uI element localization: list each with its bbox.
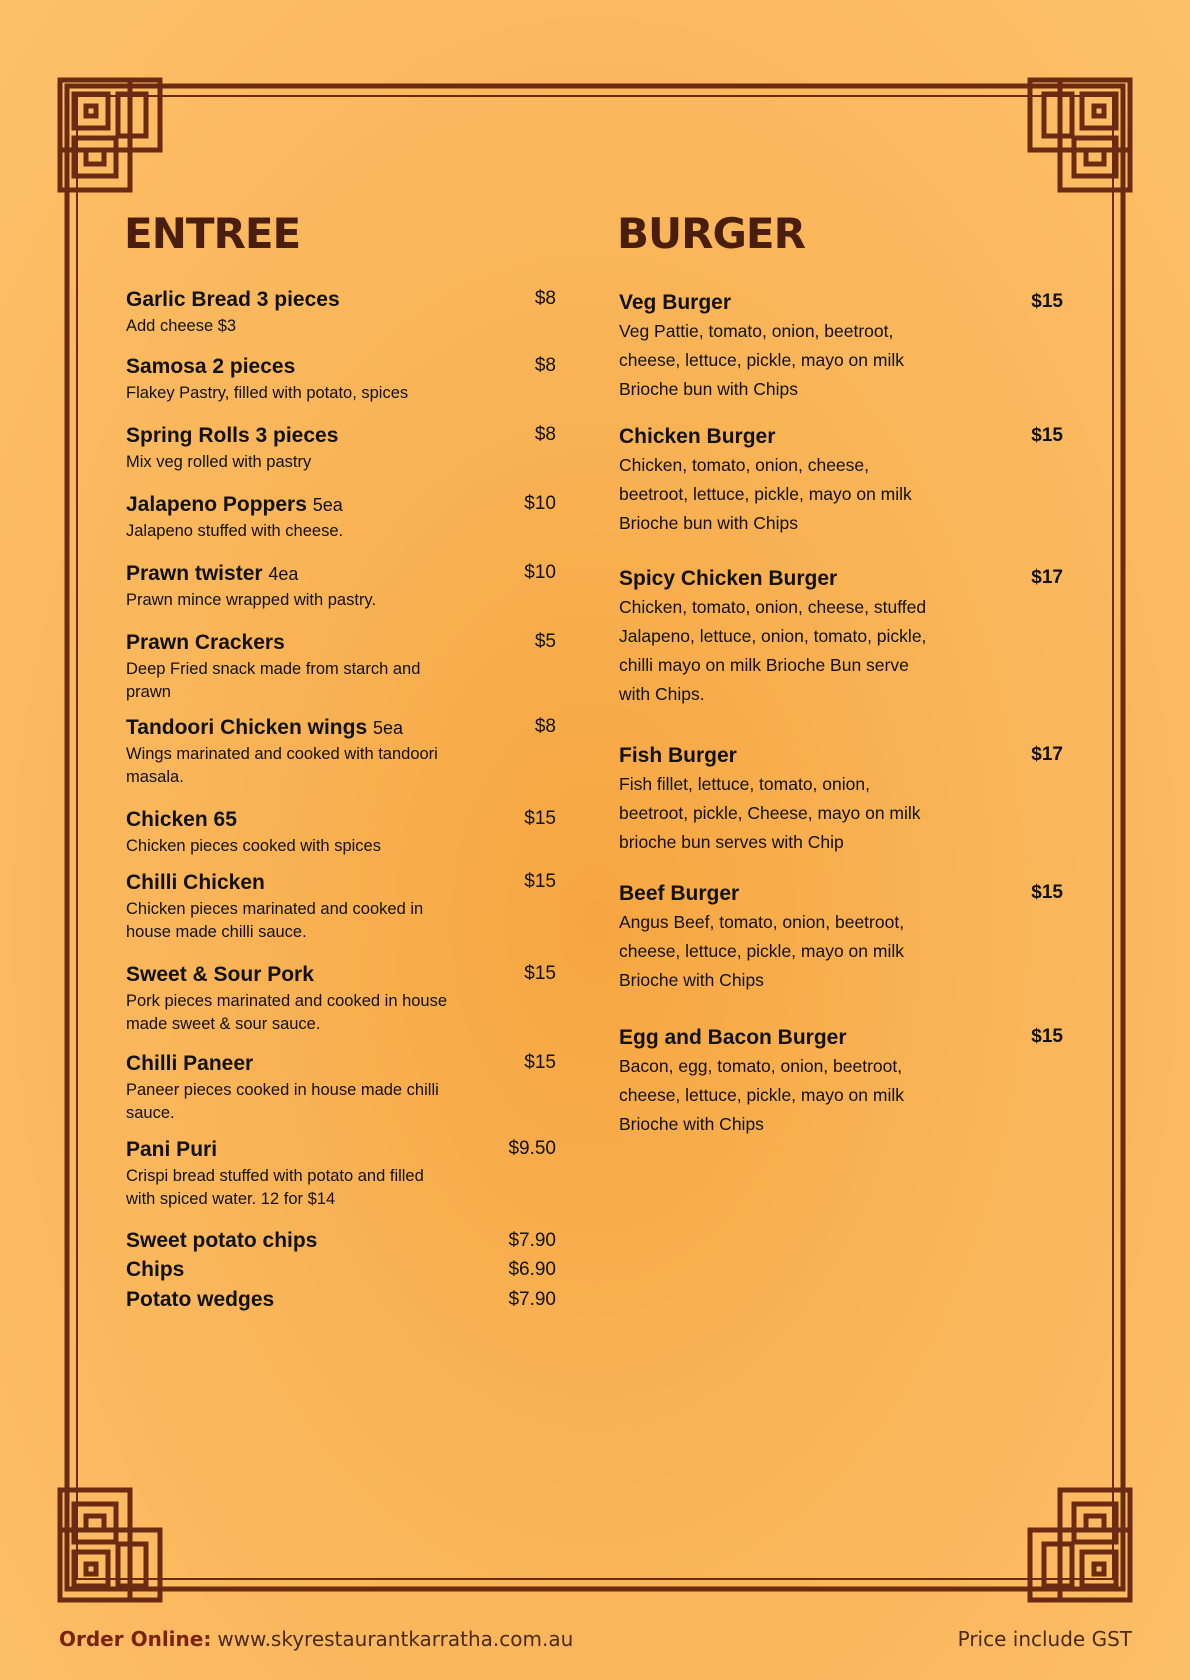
menu-item — [126, 808, 556, 858]
menu-item-price: $8 — [534, 424, 556, 445]
menu-item-description: Crispi bread stuffed with potato and filled with spiced water. 12 for $14 — [126, 1167, 424, 1208]
menu-item — [126, 424, 556, 474]
menu-item-title: Prawn twister — [126, 562, 263, 585]
menu-item — [126, 1138, 556, 1210]
burger-item-description: Chicken, tomato, onion, cheese, beetroot, lettuce, pickle, mayo on milk Brioche bun with Chips — [619, 455, 912, 533]
order-online-link[interactable]: www.skyrestaurantkarratha.com.au — [217, 1627, 574, 1651]
menu-item-title: Spring Rolls 3 pieces — [126, 424, 339, 447]
menu-item-name — [126, 562, 556, 586]
menu-item-quantity: 4ea — [268, 564, 299, 584]
burger-item-description: Fish fillet, lettuce, tomato, onion, beetroot, pickle, Cheese, mayo on milk brioche bun serves with Chip — [619, 774, 921, 852]
menu-item-quantity: 5ea — [372, 718, 404, 738]
menu-item-title: Chicken 65 — [126, 808, 237, 831]
burger-item — [619, 291, 1063, 404]
menu-item-title: Jalapeno Poppers — [126, 493, 307, 516]
menu-item-price: $10 — [524, 493, 556, 514]
menu-item-name — [126, 808, 556, 832]
side-item — [126, 1288, 556, 1317]
burger-item-name: Beef Burger — [619, 882, 740, 905]
side-item — [126, 1258, 556, 1287]
burger-item — [619, 567, 1063, 709]
menu-item-title: Chilli Paneer — [126, 1052, 254, 1075]
menu-item-name — [126, 716, 556, 740]
gst-note: Price include GST — [957, 1627, 1132, 1651]
menu-item-price: $15 — [524, 963, 556, 984]
burger-item — [619, 882, 1063, 995]
menu-item-description: Prawn mince wrapped with pastry. — [126, 591, 377, 609]
menu-item-name — [126, 1138, 556, 1162]
burger-item-name: Chicken Burger — [619, 425, 776, 448]
menu-item-name — [126, 1052, 556, 1076]
burger-item-name: Egg and Bacon Burger — [619, 1026, 847, 1049]
menu-item-title: Samosa 2 pieces — [126, 355, 296, 378]
menu-item-price: $15 — [524, 808, 556, 829]
menu-item-title: Prawn Crackers — [126, 631, 285, 654]
menu-item-description: Flakey Pastry, filled with potato, spices — [126, 384, 409, 402]
menu-item-price: $8 — [534, 716, 556, 737]
footer-order-online — [59, 1627, 573, 1651]
menu-item-price: $9.50 — [508, 1138, 556, 1159]
menu-item-price: $10 — [524, 562, 556, 583]
side-item-name: Potato wedges — [126, 1288, 275, 1311]
burger-item — [619, 425, 1063, 538]
menu-item-description: Add cheese $3 — [126, 317, 237, 335]
side-item — [126, 1229, 556, 1258]
burger-item-description: Chicken, tomato, onion, cheese, stuffed Jalapeno, lettuce, onion, tomato, pickle, chilli mayo on milk Brioche Bun serve with Chips. — [619, 597, 927, 704]
menu-item-name — [126, 631, 556, 655]
burger-title: BURGER — [617, 209, 805, 258]
burger-item-price: $17 — [1031, 744, 1063, 765]
burger-item-price: $15 — [1031, 425, 1063, 446]
menu-item — [126, 562, 556, 612]
menu-item-name — [126, 871, 556, 895]
burger-item-description: Veg Pattie, tomato, onion, beetroot, cheese, lettuce, pickle, mayo on milk Brioche bun with Chips — [619, 321, 904, 399]
menu-item-description: Jalapeno stuffed with cheese. — [126, 522, 344, 540]
menu-item — [126, 493, 556, 543]
menu-item-title: Pani Puri — [126, 1138, 218, 1161]
side-item-price: $6.90 — [508, 1259, 556, 1280]
menu-item-name — [126, 424, 556, 448]
menu-item — [126, 1052, 556, 1124]
burger-item-price: $15 — [1031, 291, 1063, 312]
menu-item-description: Chicken pieces marinated and cooked in house made chilli sauce. — [126, 900, 424, 941]
menu-item-quantity: 5ea — [312, 495, 343, 515]
menu-item-description: Wings marinated and cooked with tandoori masala. — [126, 745, 438, 786]
menu-item — [126, 716, 556, 788]
menu-item-name — [126, 355, 556, 379]
side-item-name: Chips — [126, 1258, 185, 1281]
menu-item — [126, 288, 556, 338]
order-online-label: Order Online: — [59, 1627, 212, 1651]
burger-item — [619, 744, 1063, 857]
burger-item — [619, 1026, 1063, 1139]
menu-item-name — [126, 963, 556, 987]
menu-item-description: Pork pieces marinated and cooked in house made sweet & sour sauce. — [126, 992, 448, 1033]
menu-item-name — [126, 493, 556, 517]
side-item-price: $7.90 — [508, 1289, 556, 1310]
burger-item-price: $15 — [1031, 882, 1063, 903]
menu-item-price: $8 — [534, 355, 556, 376]
burger-item-name: Fish Burger — [619, 744, 737, 767]
menu-item-name — [126, 288, 556, 312]
menu-item-description: Chicken pieces cooked with spices — [126, 837, 381, 855]
menu-item-title: Chilli Chicken — [126, 871, 265, 894]
burger-item-name: Spicy Chicken Burger — [619, 567, 838, 590]
menu-item — [126, 355, 556, 405]
side-item-name: Sweet potato chips — [126, 1229, 318, 1252]
menu-item-price: $5 — [534, 631, 556, 652]
burger-item-price: $17 — [1031, 567, 1063, 588]
menu-item-description: Paneer pieces cooked in house made chilli sauce. — [126, 1081, 439, 1122]
menu-item-description: Mix veg rolled with pastry — [126, 453, 312, 471]
burger-item-name: Veg Burger — [619, 291, 732, 314]
burger-item-price: $15 — [1031, 1026, 1063, 1047]
burger-item-description: Bacon, egg, tomato, onion, beetroot, cheese, lettuce, pickle, mayo on milk Brioche with Chips — [619, 1056, 904, 1134]
menu-item-title: Sweet & Sour Pork — [126, 963, 314, 986]
menu-item-price: $15 — [524, 871, 556, 892]
menu-item — [126, 871, 556, 943]
menu-item-title: Garlic Bread 3 pieces — [126, 288, 340, 311]
menu-item-price: $8 — [534, 288, 556, 309]
menu-item-description: Deep Fried snack made from starch and prawn — [126, 660, 421, 701]
burger-item-description: Angus Beef, tomato, onion, beetroot, cheese, lettuce, pickle, mayo on milk Brioche with Chips — [619, 912, 905, 990]
menu-item-price: $15 — [524, 1052, 556, 1073]
menu-item — [126, 963, 556, 1035]
menu-item — [126, 631, 556, 703]
menu-item-title: Tandoori Chicken wings — [126, 716, 368, 739]
entree-title: ENTREE — [124, 209, 301, 258]
side-item-price: $7.90 — [508, 1230, 556, 1251]
